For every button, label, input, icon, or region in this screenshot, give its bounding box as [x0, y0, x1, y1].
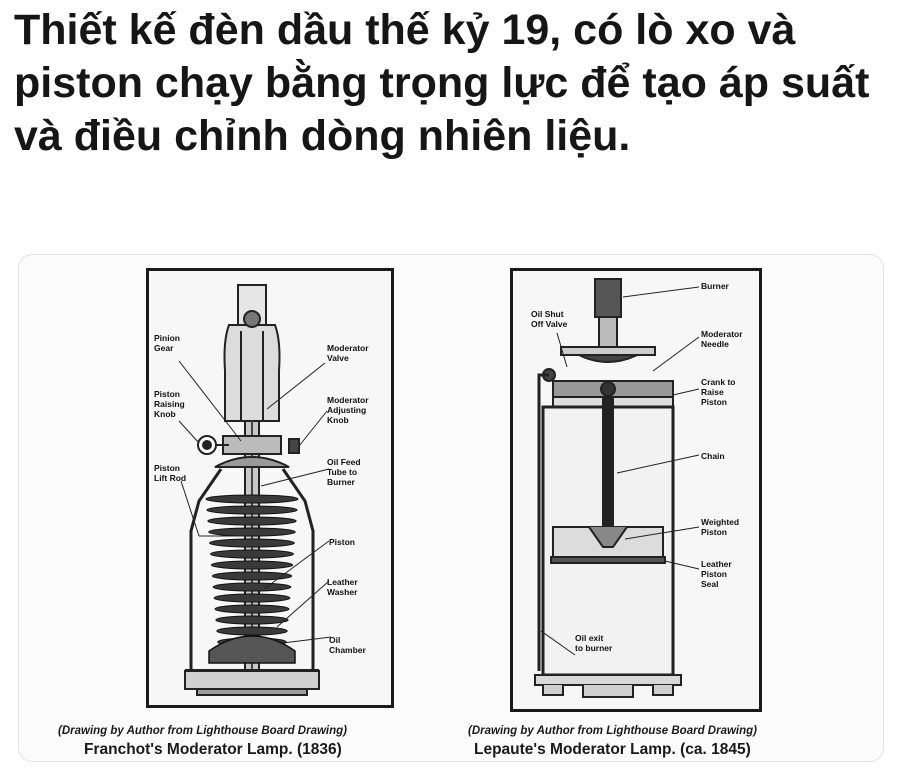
left-caption-credit: (Drawing by Author from Lighthouse Board Drawing) — [58, 725, 347, 737]
spring-coil — [217, 627, 287, 635]
label-oil-shut-off-valve: Oil Shut Off Valve — [531, 309, 568, 329]
spring-coil — [210, 539, 295, 547]
label-pinion-gear: Pinion Gear — [154, 333, 180, 353]
label-piston: Piston — [329, 537, 355, 547]
right-caption-credit: (Drawing by Author from Lighthouse Board Drawing) — [468, 725, 757, 737]
label-moderator-adjusting-knob: Moderator Adjusting Knob — [327, 395, 369, 425]
spring-coil — [209, 528, 296, 536]
spring-coil — [214, 594, 290, 602]
label-weighted-piston: Weighted Piston — [701, 517, 740, 537]
spring-coil — [211, 561, 292, 569]
label-crank-raise-piston: Crank to Raise Piston — [701, 377, 736, 407]
label-burner: Burner — [701, 281, 729, 291]
spring-coil — [207, 506, 297, 514]
post-title: Thiết kế đèn dầu thế kỷ 19, có lò xo và piston chạy bằng trọng lực để tạo áp suất và điều chỉnh dòng nhiên liệu. — [14, 6, 870, 160]
label-chain: Chain — [701, 451, 725, 461]
spring-coil — [212, 572, 291, 580]
spring-coil — [216, 616, 288, 624]
spring-coil — [208, 517, 296, 525]
label-oil-exit: Oil exit to burner — [575, 633, 613, 653]
label-leather-washer: Leather Washer — [327, 577, 358, 597]
label-piston-raising-knob: Piston Raising Knob — [154, 389, 185, 419]
label-oil-feed-tube: Oil Feed Tube to Burner — [327, 457, 361, 487]
franchot-lamp-diagram — [146, 268, 394, 708]
lepaute-lamp-diagram — [510, 268, 762, 712]
label-leather-piston-seal: Leather Piston Seal — [701, 559, 732, 589]
spring-coil — [206, 495, 298, 503]
right-caption-name: Lepaute's Moderator Lamp. (ca. 1845) — [474, 741, 751, 758]
label-piston-lift-rod: Piston Lift Rod — [154, 463, 187, 483]
label-moderator-valve: Moderator Valve — [327, 343, 369, 363]
label-moderator-needle: Moderator Needle — [701, 329, 743, 349]
spring-coil — [211, 550, 294, 558]
spring-coil — [215, 605, 289, 613]
left-caption-name: Franchot's Moderator Lamp. (1836) — [84, 741, 342, 758]
spring-coil — [213, 583, 291, 591]
label-oil-chamber: Oil Chamber — [329, 635, 366, 655]
